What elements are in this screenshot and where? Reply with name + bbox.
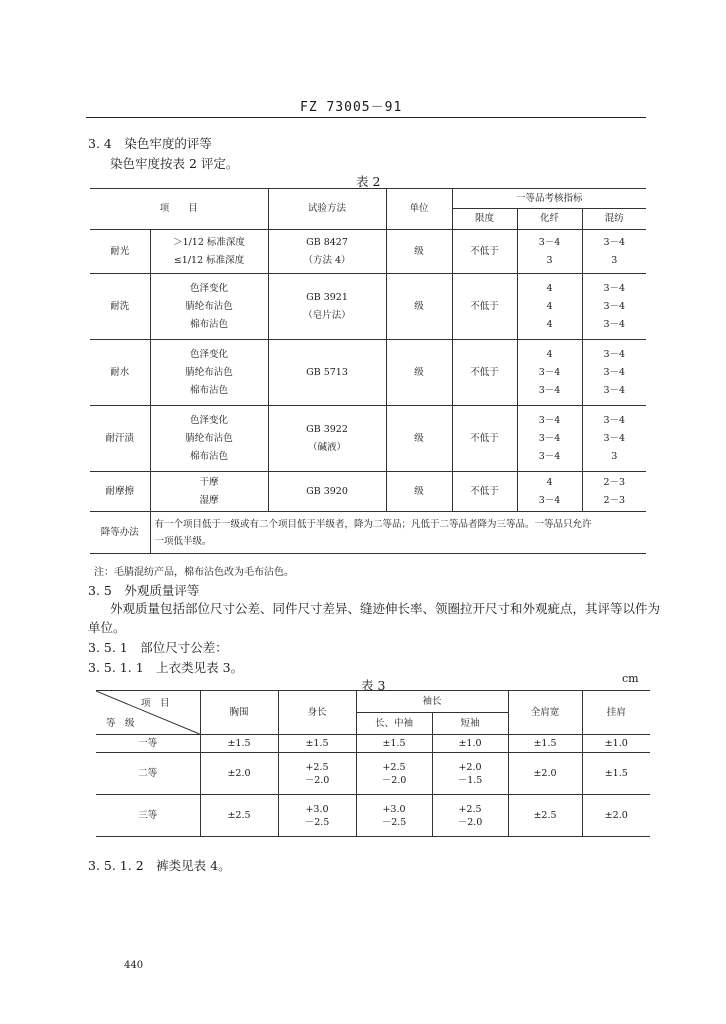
row-chem: 4 bbox=[546, 282, 553, 294]
row-short: +2.5 bbox=[458, 803, 482, 815]
table-2 bbox=[90, 188, 646, 554]
header-sleeve: 袖长 bbox=[356, 691, 508, 713]
header-chest: 胸围 bbox=[200, 691, 278, 735]
header-item: 项 目 bbox=[90, 189, 268, 230]
row-blend: 3－4 bbox=[603, 300, 626, 312]
section-3-5-1: 3. 5. 1 部位尺寸公差： bbox=[88, 640, 228, 655]
row-method: GB 3922 bbox=[306, 423, 348, 435]
section-3-4-heading: 3. 4 染色牢度的评等 bbox=[88, 136, 212, 151]
header-unit: 单位 bbox=[386, 189, 452, 230]
corner-grade: 等 级 bbox=[106, 718, 135, 729]
row-item: 色泽变化 bbox=[189, 414, 228, 426]
row-chem: 3－4 bbox=[538, 450, 561, 462]
section-3-5-para-2: 单位。 bbox=[88, 620, 126, 635]
header-grade-group: 一等品考核指标 bbox=[452, 189, 646, 209]
table-row bbox=[90, 340, 646, 406]
row-item: ＞1/12 标准深度 bbox=[173, 236, 245, 248]
row-long: +2.5 bbox=[382, 761, 406, 773]
standard-code: FZ 73005－91 bbox=[300, 100, 403, 115]
row-body: ±1.5 bbox=[278, 735, 356, 753]
row-item: 湿摩 bbox=[199, 494, 219, 506]
row-unit: 级 bbox=[386, 274, 452, 340]
row-chem: 3－4 bbox=[538, 494, 561, 506]
row-long: ±1.5 bbox=[356, 735, 432, 753]
table-row bbox=[90, 274, 646, 340]
header-body: 身长 bbox=[278, 691, 356, 735]
row-item: 腈纶布沾色 bbox=[185, 366, 233, 378]
row-shoulder: ±1.5 bbox=[508, 735, 582, 753]
row-short: －1.5 bbox=[457, 774, 483, 786]
row-chem: 3－4 bbox=[538, 414, 561, 426]
row-grade: 三等 bbox=[96, 795, 200, 837]
table-row bbox=[90, 406, 646, 472]
row-chem: 3－4 bbox=[538, 432, 561, 444]
header-shoulder: 全肩宽 bbox=[508, 691, 582, 735]
row-limit: 不低于 bbox=[452, 340, 517, 406]
row-chem: 3 bbox=[546, 254, 553, 266]
row-method: GB 8427 bbox=[306, 236, 348, 248]
row-unit: 级 bbox=[386, 472, 452, 512]
row-unit: 级 bbox=[386, 406, 452, 472]
row-blend: 3－4 bbox=[603, 414, 626, 426]
row-chem: 4 bbox=[546, 318, 553, 330]
row-body: +2.5 bbox=[305, 761, 329, 773]
section-3-5-para-1: 外观质量包括部位尺寸公差、同件尺寸差异、缝迹伸长率、领圈拉开尺寸和外观疵点，其评等以件为 bbox=[110, 601, 661, 616]
row-strap: ±2.0 bbox=[582, 795, 650, 837]
row-limit: 不低于 bbox=[452, 406, 517, 472]
rule-label: 降等办法 bbox=[90, 512, 150, 554]
row-item: 腈纶布沾色 bbox=[185, 432, 233, 444]
table3-caption: 表 3 bbox=[361, 678, 386, 693]
rule-text-line: 一项低半级。 bbox=[154, 535, 212, 547]
section-3-4-text: 染色牢度按表 2 评定。 bbox=[110, 156, 239, 171]
table-row bbox=[96, 795, 650, 837]
row-chem: 3－4 bbox=[538, 366, 561, 378]
row-blend: 3－4 bbox=[603, 236, 626, 248]
row-body: －2.5 bbox=[304, 816, 330, 828]
row-long: +3.0 bbox=[382, 803, 406, 815]
row-item: 棉布沾色 bbox=[189, 318, 228, 330]
row-chem: 3－4 bbox=[538, 236, 561, 248]
row-limit: 不低于 bbox=[452, 472, 517, 512]
row-method: （方法 4） bbox=[303, 254, 351, 266]
row-chest: ±2.0 bbox=[200, 753, 278, 795]
row-chem: 3－4 bbox=[538, 384, 561, 396]
row-method: （碱液） bbox=[307, 441, 346, 453]
row-item: 干摩 bbox=[199, 476, 219, 488]
row-short: +2.0 bbox=[458, 761, 482, 773]
row-shoulder: ±2.0 bbox=[508, 753, 582, 795]
section-3-5-1-1: 3. 5. 1. 1 上衣类见表 3。 bbox=[88, 660, 244, 675]
row-blend: 3－4 bbox=[603, 432, 626, 444]
row-category: 耐洗 bbox=[90, 274, 150, 340]
table3-unit: cm bbox=[622, 672, 639, 685]
table-row bbox=[90, 472, 646, 512]
row-blend: 3－4 bbox=[603, 348, 626, 360]
header-method: 试验方法 bbox=[268, 189, 386, 230]
table2-note: 注：毛腈混纺产品，棉布沾色改为毛布沾色。 bbox=[94, 567, 294, 578]
header-chem: 化纤 bbox=[517, 209, 582, 230]
header-strap: 挂肩 bbox=[582, 691, 650, 735]
row-chem: 4 bbox=[546, 348, 553, 360]
row-blend: 3－4 bbox=[603, 318, 626, 330]
row-item: 棉布沾色 bbox=[189, 384, 228, 396]
row-method: （皂片法） bbox=[303, 309, 351, 321]
table-row bbox=[96, 753, 650, 795]
row-item: 色泽变化 bbox=[189, 282, 228, 294]
header-limit: 限度 bbox=[452, 209, 517, 230]
page-number: 440 bbox=[124, 960, 144, 971]
row-chest: ±1.5 bbox=[200, 735, 278, 753]
row-method: GB 3920 bbox=[306, 485, 348, 497]
row-blend: 3 bbox=[611, 254, 618, 266]
row-short: －2.0 bbox=[457, 816, 483, 828]
table-row bbox=[90, 230, 646, 274]
row-long: －2.5 bbox=[381, 816, 407, 828]
row-blend: 3－4 bbox=[603, 384, 626, 396]
row-category: 耐摩擦 bbox=[90, 472, 150, 512]
row-item: 色泽变化 bbox=[189, 348, 228, 360]
row-item: 棉布沾色 bbox=[189, 450, 228, 462]
row-limit: 不低于 bbox=[452, 274, 517, 340]
row-strap: ±1.0 bbox=[582, 735, 650, 753]
row-chem: 4 bbox=[546, 476, 553, 488]
row-body: －2.0 bbox=[304, 774, 330, 786]
row-item: ≤1/12 标准深度 bbox=[173, 254, 245, 266]
row-short: ±1.0 bbox=[432, 735, 508, 753]
header-rule bbox=[86, 117, 646, 118]
row-item: 腈纶布沾色 bbox=[185, 300, 233, 312]
row-strap: ±1.5 bbox=[582, 753, 650, 795]
row-body: +3.0 bbox=[305, 803, 329, 815]
rule-text-line: 有一个项目低于一级或有二个项目低于半级者，降为二等品；凡低于二等品者降为三等品。一等品只允许 bbox=[154, 518, 592, 530]
table-row bbox=[90, 512, 646, 554]
row-blend: 3－4 bbox=[603, 282, 626, 294]
row-category: 耐光 bbox=[90, 230, 150, 274]
table-3 bbox=[96, 690, 650, 837]
row-category: 耐水 bbox=[90, 340, 150, 406]
row-blend: 2－3 bbox=[603, 476, 626, 488]
header-short-sleeve: 短袖 bbox=[432, 713, 508, 735]
row-shoulder: ±2.5 bbox=[508, 795, 582, 837]
row-grade: 一等 bbox=[96, 735, 200, 753]
row-blend: 2－3 bbox=[603, 494, 626, 506]
corner-item: 项 目 bbox=[140, 698, 170, 709]
table-row bbox=[96, 735, 650, 753]
header-long-sleeve: 长、中袖 bbox=[356, 713, 432, 735]
table3-corner bbox=[96, 691, 200, 735]
header-blend: 混纺 bbox=[582, 209, 646, 230]
row-blend: 3－4 bbox=[603, 366, 626, 378]
section-3-5-heading: 3. 5 外观质量评等 bbox=[88, 583, 200, 598]
row-limit: 不低于 bbox=[452, 230, 517, 274]
section-3-5-1-2: 3. 5. 1. 2 裤类见表 4。 bbox=[88, 858, 231, 873]
row-grade: 二等 bbox=[96, 753, 200, 795]
row-category: 耐汗渍 bbox=[90, 406, 150, 472]
row-blend: 3 bbox=[611, 450, 618, 462]
row-unit: 级 bbox=[386, 340, 452, 406]
table2-caption: 表 2 bbox=[356, 174, 381, 189]
row-long: －2.0 bbox=[381, 774, 407, 786]
row-method: GB 5713 bbox=[306, 366, 348, 378]
row-chest: ±2.5 bbox=[200, 795, 278, 837]
row-chem: 4 bbox=[546, 300, 553, 312]
row-method: GB 3921 bbox=[306, 291, 348, 303]
row-unit: 级 bbox=[386, 230, 452, 274]
